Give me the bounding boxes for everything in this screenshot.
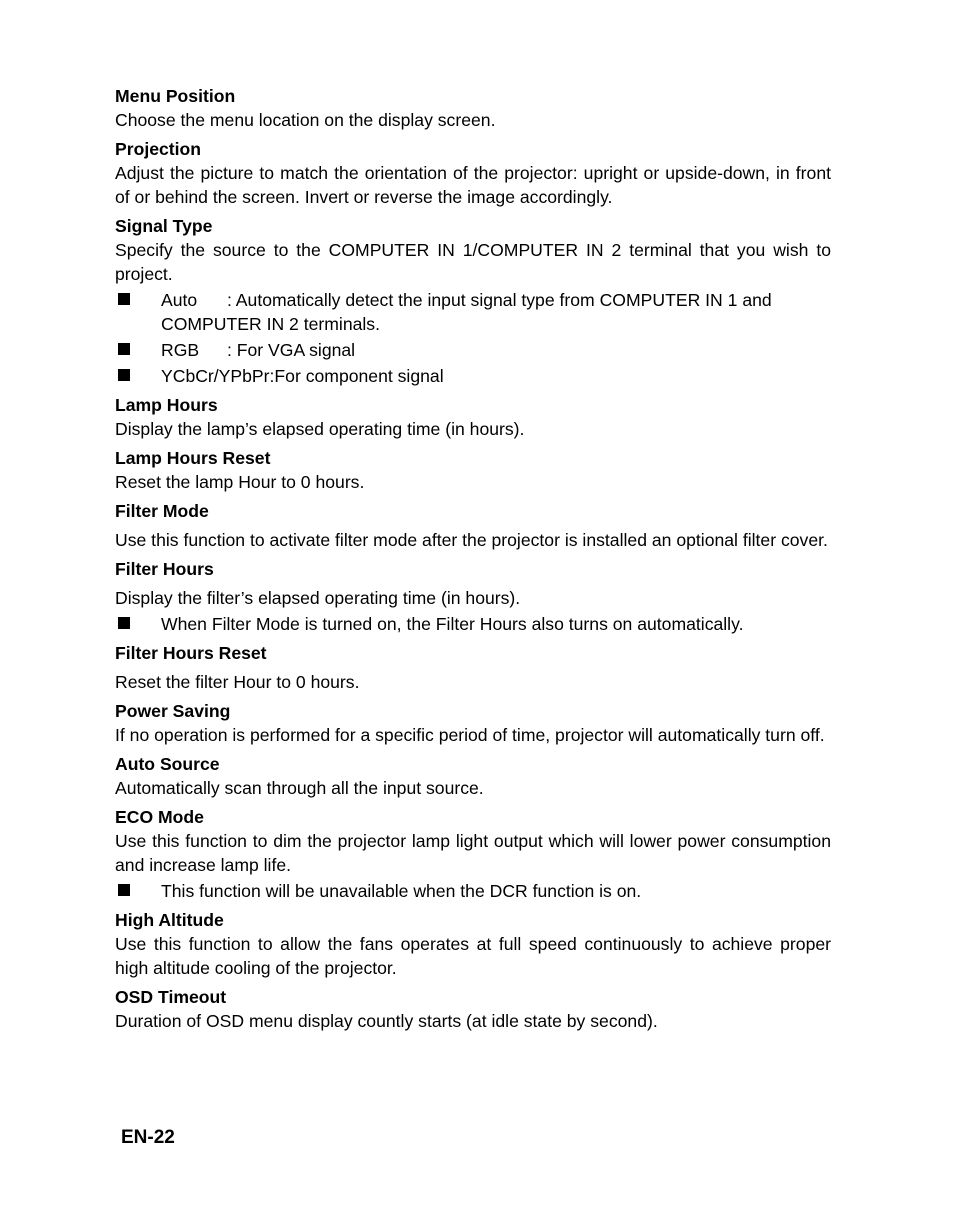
- section-filter-hours: [115, 557, 831, 636]
- bullet-term: YCbCr/YPbPr:: [161, 366, 275, 386]
- document-body: [115, 84, 831, 1038]
- section-description: Use this function to dim the projector lamp light output which will lower power consumption and increase lamp life.: [115, 831, 831, 875]
- section-power-saving: [115, 699, 831, 747]
- section-description: Display the lamp’s elapsed operating time (in hours).: [115, 419, 525, 439]
- section-description: Adjust the picture to match the orientation of the projector: upright or upside-down, in front of or behind the screen. Invert or reverse the image accordingly.: [115, 163, 831, 207]
- section-filter-mode: [115, 499, 831, 552]
- section-description: If no operation is performed for a specific period of time, projector will automatically turn off.: [115, 725, 825, 745]
- section-heading: OSD Timeout: [115, 987, 227, 1007]
- section-description: Duration of OSD menu display countly starts (at idle state by second).: [115, 1011, 658, 1031]
- section-heading: Filter Hours: [115, 559, 214, 579]
- section-high-altitude: [115, 908, 831, 980]
- bullet-term: RGB: [161, 340, 200, 360]
- square-bullet-icon: [118, 617, 130, 629]
- page-number: EN-22: [121, 1127, 175, 1148]
- section-menu-position: [115, 84, 831, 132]
- section-auto-source: [115, 752, 831, 800]
- square-bullet-icon: [118, 293, 130, 305]
- section-description: Choose the menu location on the display screen.: [115, 110, 496, 130]
- section-heading: Signal Type: [115, 216, 213, 236]
- section-heading: Projection: [115, 139, 202, 159]
- bullet-text: For component signal: [274, 366, 444, 386]
- square-bullet-icon: [118, 369, 130, 381]
- section-heading: Menu Position: [115, 86, 236, 106]
- section-osd-timeout: [115, 985, 831, 1033]
- bullet-item: [115, 612, 831, 636]
- square-bullet-icon: [118, 884, 130, 896]
- section-heading: Lamp Hours: [115, 395, 218, 415]
- section-projection: [115, 137, 831, 209]
- bullet-text: When Filter Mode is turned on, the Filter Hours also turns on automatically.: [161, 614, 744, 634]
- bullet-text: : For VGA signal: [227, 340, 356, 360]
- section-lamp-hours: [115, 393, 831, 441]
- section-description: Specify the source to the COMPUTER IN 1/COMPUTER IN 2 terminal that you wish to project.: [115, 240, 831, 284]
- bullet-text: : Automatically detect the input signal type from COMPUTER IN 1 and COMPUTER IN 2 terminals.: [161, 290, 772, 334]
- section-description: Use this function to allow the fans operates at full speed continuously to achieve proper high altitude cooling of the projector.: [115, 934, 831, 978]
- section-heading: Auto Source: [115, 754, 220, 774]
- bullet-item: [115, 338, 831, 362]
- bullet-item: [115, 364, 831, 388]
- section-heading: Filter Hours Reset: [115, 643, 267, 663]
- section-eco-mode: [115, 805, 831, 903]
- section-heading: ECO Mode: [115, 807, 204, 827]
- bullet-text: This function will be unavailable when the DCR function is on.: [161, 881, 642, 901]
- section-description: Reset the lamp Hour to 0 hours.: [115, 472, 365, 492]
- section-description: Use this function to activate filter mode after the projector is installed an optional filter cover.: [115, 530, 828, 550]
- bullet-item: [115, 288, 831, 336]
- section-heading: Filter Mode: [115, 501, 209, 521]
- section-heading: High Altitude: [115, 910, 224, 930]
- section-description: Display the filter’s elapsed operating time (in hours).: [115, 588, 521, 608]
- square-bullet-icon: [118, 343, 130, 355]
- section-description: Reset the filter Hour to 0 hours.: [115, 672, 360, 692]
- section-filter-hours-reset: [115, 641, 831, 694]
- section-heading: Lamp Hours Reset: [115, 448, 271, 468]
- section-signal-type: [115, 214, 831, 388]
- bullet-term: Auto: [161, 290, 198, 310]
- bullet-item: [115, 879, 831, 903]
- section-lamp-hours-reset: [115, 446, 831, 494]
- section-heading: Power Saving: [115, 701, 231, 721]
- section-description: Automatically scan through all the input source.: [115, 778, 484, 798]
